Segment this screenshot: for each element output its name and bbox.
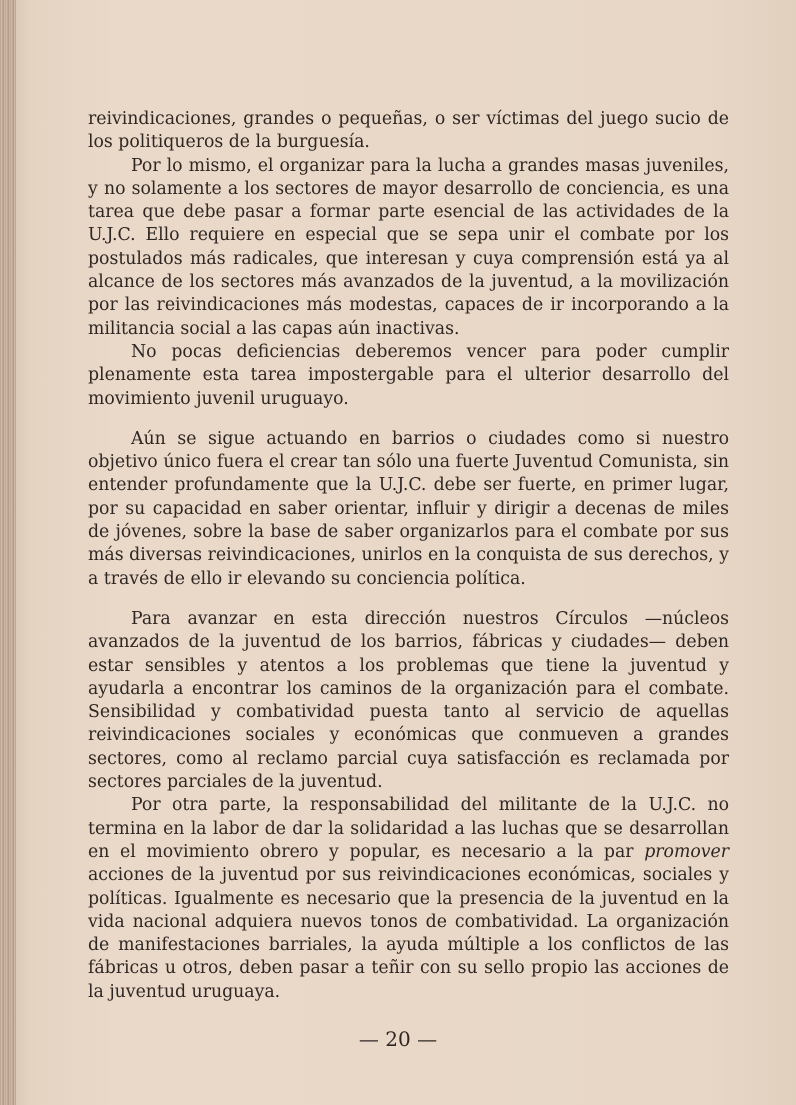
paragraph-circulos: Para avanzar en esta dirección nuestros Círculos —núcleos avanzados de la juventud de los barrios, fábricas y ciudades— deben estar sensibles y atentos a los problemas que tiene la juventud y ayudarla a encontrar los caminos de la organización para el combate. Sensibilidad y combatividad puesta tanto al servicio de aquellas reivindicaciones sociales y económicas que conmueven a grandes sectores, como al reclamo parcial cuya satisfacción es reclamada por sectores parciales de la juventud. xyxy=(88,608,729,793)
page-number: — 20 — xyxy=(358,1027,438,1051)
paragraph-continuation: reivindicaciones, grandes o pequeñas, o ser víctimas del juego sucio de los politiqueros de la burguesía. xyxy=(88,109,729,153)
paragraph-text-start: Por otra parte, la responsabilidad del militante de la U.J.C. no termina en la labor de dar la solidaridad a las luchas que se desarrollan en el movimiento obrero y popular, es necesario a la par xyxy=(88,795,729,862)
paragraph-organizar: Por lo mismo, el organizar para la lucha a grandes masas juveniles, y no solamente a los sectores de mayor desarrollo de conciencia, es una tarea que debe pasar a formar parte esencial de las actividades de la U.J.C. Ello requiere en especial que se sepa unir el combate por los postulados más radicales, que interesan y cuya comprensión está ya al alcance de los sectores más avanzados de la juventud, a la movilización por las reivindicaciones más modestas, capaces de ir incorporando a la militancia social a las capas aún inactivas. xyxy=(88,155,729,339)
paragraph-responsabilidad xyxy=(88,794,729,1004)
paragraph-text-end: acciones de la juventud por sus reivindicaciones económicas, sociales y políticas. Igualmente es necesario que la presencia de la juventud en la vida nacional adquiera nuevos tonos de combatividad. La organización de manifestaciones barriales, la ayuda múltiple a los conflictos de las fábricas u otros, deben pasar a teñir con su sello propio las acciones de la juventud uruguaya. xyxy=(88,865,729,1002)
paragraph-deficiencias: No pocas deficiencias deberemos vencer para poder cumplir plenamente esta tarea impostergable para el ulterior desarrollo del movimiento juvenil uruguayo. xyxy=(88,341,729,409)
paragraph-actuando: Aún se sigue actuando en barrios o ciudades como si nuestro objetivo único fuera el crear tan sólo una fuerte Juventud Comunista, sin entender profundamente que la U.J.C. debe ser fuerte, en primer lugar, por su capacidad en saber orientar, influir y dirigir a decenas de miles de jóvenes, sobre la base de saber organizarlos para el combate por sus más diversas reivindicaciones, unirlos en la conquista de sus derechos, y a través de ello ir elevando su conciencia política. xyxy=(88,428,729,589)
body-text xyxy=(88,108,729,1004)
page-stack-edge xyxy=(0,0,16,1105)
emphasized-word: promover xyxy=(644,841,729,862)
